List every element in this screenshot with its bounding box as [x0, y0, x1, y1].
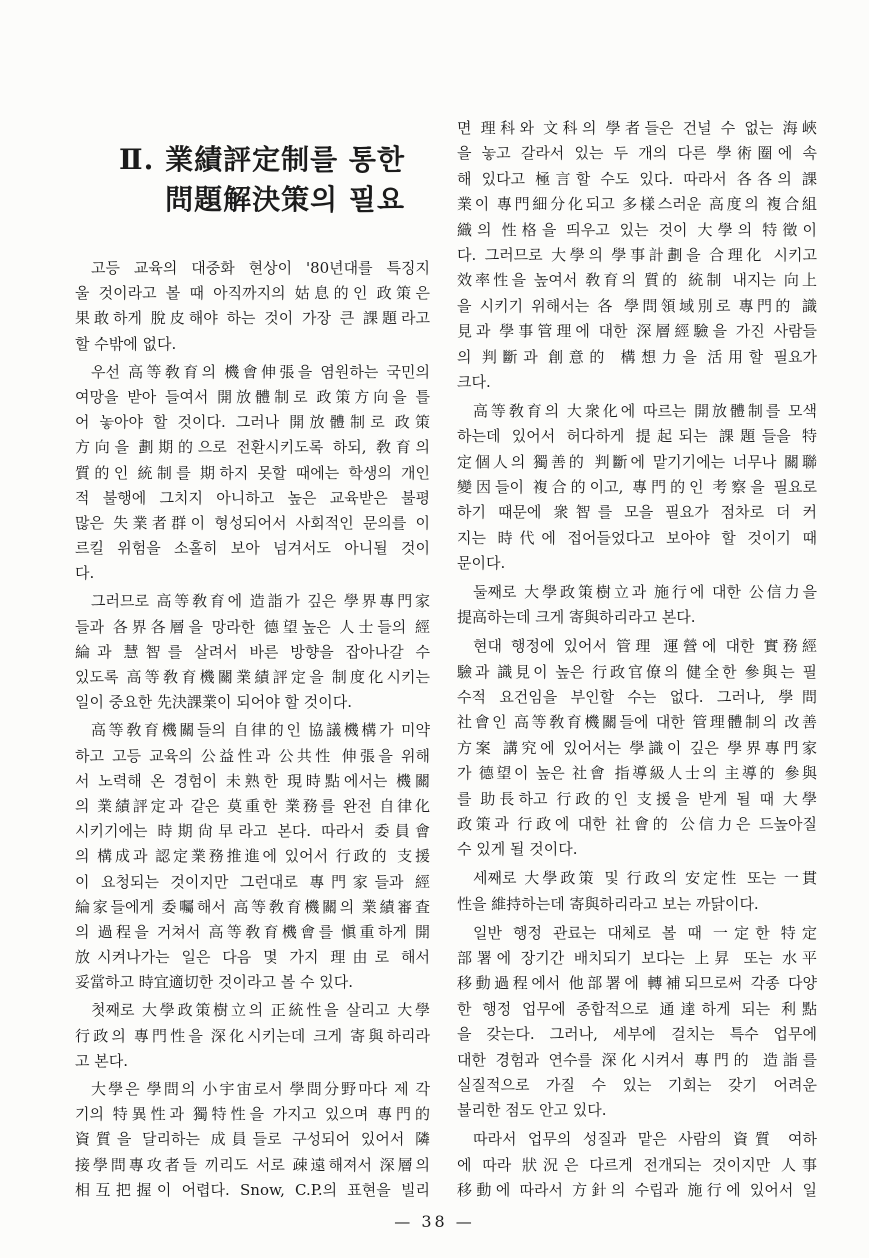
text-line: 見과 學事管理에 대한 深層經驗을 가진 사람들: [457, 322, 817, 341]
text-line: 르킬 위험을 소홀히 보아 넘겨서도 아니될 것이: [75, 539, 430, 558]
text-line: 方案 講究에 있어서는 學識이 깊은 學界專門家: [457, 738, 817, 757]
paragraph: [457, 116, 817, 395]
text-line: 果敢하게 脫皮해야 하는 것이 가장 큰 課題라고: [75, 309, 430, 328]
text-line: 많은 失業者群이 형성되어서 사회적인 문의를 이: [75, 513, 430, 532]
paragraph: [457, 399, 817, 577]
text-line: 둘째로 大學政策樹立과 施行에 대한 公信力을: [473, 583, 817, 602]
text-line: 部署에 장기간 배치되기 보다는 上昇 또는 水平: [457, 949, 817, 967]
text-line: 있도록 高等敎育機關業績評定을 制度化시키는: [75, 668, 430, 686]
paragraph: [75, 1077, 430, 1203]
text-line: 의 構成과 認定業務推進에 있어서 行政的 支援: [75, 847, 430, 866]
text-line: 울 것이라고 볼 때 아직까지의 姑息的인 政策은: [75, 284, 430, 303]
text-line: 提高하는데 크게 寄與하리라고 본다.: [457, 608, 696, 627]
text-line: 들과 各界各層을 망라한 德望높은 人士들의 經: [75, 617, 430, 636]
paragraph: [457, 580, 817, 631]
section-title: [75, 140, 405, 220]
text-line: 이 요청되는 것이지만 그런대로 專門家들과 經: [75, 872, 430, 891]
text-line: 그러므로 高等敎育에 造詣가 깊은 學界專門家: [91, 592, 430, 611]
text-line: 수 있게 될 것이다.: [457, 840, 578, 859]
text-line: 고등 교육의 대중화 현상이 '80년대를 특징지: [91, 259, 430, 277]
text-line: 다.: [75, 564, 95, 583]
paragraph: [75, 718, 430, 995]
text-line: 方向을 劃期的으로 전환시키도록 하되, 敎育의: [75, 438, 430, 457]
text-line: 綸과 慧智를 살려서 바른 방향을 잡아나갈 수: [75, 642, 430, 661]
text-line: 高等敎育機關들의 自律的인 協議機構가 미약: [91, 721, 430, 740]
text-line: 대한 경험과 연수를 深化시켜서 專門的 造詣를: [457, 1050, 817, 1069]
text-line: 가 德望이 높은 社會 指導級人士의 主導的 參與: [457, 764, 817, 783]
text-line: 수적 요건임을 부인할 수는 없다. 그러나, 學問: [457, 688, 817, 707]
text-line: 현대 행정에 있어서 管理 運營에 대한 實務經: [473, 637, 817, 656]
text-line: 에 따라 狀況은 다르게 전개되는 것이지만 人事: [457, 1155, 817, 1174]
text-line: 社會인 高等敎育機關들에 대한 管理體制의 改善: [457, 713, 817, 732]
text-line: 크다.: [457, 372, 491, 391]
text-line: 하는데 있어서 허다하게 提起되는 課題들을 特: [457, 427, 817, 446]
text-line: 해 있다고 極言할 수도 있다. 따라서 各各의 課: [457, 169, 817, 188]
text-line: 를 助長하고 行政的인 支援을 받게 될 때 大學: [457, 789, 817, 808]
text-line: 變因들이 複合的이고, 專門的인 考察을 필요로: [457, 477, 817, 496]
text-line: 여망을 받아 들여서 開放體制로 政策方向을 틀: [75, 387, 430, 406]
text-line: 면 理科와 文科의 學者들은 건널 수 없는 海峽: [457, 119, 817, 137]
paragraph: [75, 998, 430, 1074]
text-line: 相互把握이 어렵다. Snow, C.P.의 표현을 빌리: [75, 1180, 430, 1199]
text-line: 妥當하고 時宜適切한 것이라고 볼 수 있다.: [75, 973, 354, 992]
text-line: 定個人의 獨善的 判斷에 맡기기에는 너무나 關聯: [457, 452, 817, 471]
text-line: 시키기에는 時期尙早라고 본다. 따라서 委員會: [75, 822, 430, 841]
section-title-line: 問題解決策의 필요: [165, 183, 405, 216]
text-line: 資質을 달리하는 成員들로 구성되어 있어서 隣: [75, 1130, 430, 1149]
paragraph: [457, 921, 817, 1124]
paragraph: [457, 866, 817, 917]
paragraph: [457, 634, 817, 863]
text-line: 移動過程에서 他部署에 轉補되므로써 각종 다양: [457, 974, 817, 993]
page-number: — 38 —: [394, 1212, 475, 1231]
paragraph: [75, 360, 430, 587]
text-line: 하고 고등 교육의 公益性과 公共性 伸張을 위해: [75, 746, 430, 765]
text-line: 效率性을 높여서 敎育의 質的 統制 내지는 向上: [457, 271, 817, 290]
text-line: 문이다.: [457, 554, 506, 573]
text-line: 첫째로 大學政策樹立의 正統性을 살리고 大學: [91, 1001, 430, 1020]
text-line: 高等敎育의 大衆化에 따르는 開放體制를 모색: [473, 401, 817, 420]
text-line: 일이 중요한 先決課業이 되어야 할 것이다.: [75, 693, 352, 712]
left-column: [75, 256, 430, 1206]
text-line: 質的인 統制를 期하지 못할 때에는 학생의 개인: [75, 463, 430, 482]
text-line: 우선 高等敎育의 機會伸張을 염원하는 국민의: [91, 362, 430, 381]
text-line: 지는 時代에 접어들었다고 보아야 할 것이기 때: [457, 528, 817, 547]
text-line: 일반 행정 관료는 대체로 볼 때 一定한 特定: [473, 923, 817, 942]
text-line: 을 놓고 갈라서 있는 두 개의 다른 學術圈에 속: [457, 144, 817, 163]
text-line: 의 判斷과 創意的 構想力을 活用할 필요가: [457, 347, 817, 366]
text-line: 실질적으로 가질 수 있는 기회는 갖기 어려운: [457, 1075, 817, 1094]
right-column: [457, 116, 817, 1208]
paragraph: [457, 1127, 817, 1203]
paragraph: [75, 589, 430, 715]
section-title-line: Ⅱ. 業績評定制를 통한: [119, 143, 405, 176]
text-line: 을 갖는다. 그러나, 세부에 걸치는 특수 업무에: [457, 1025, 817, 1044]
text-line: 의 業績評定과 같은 莫重한 業務를 완전 自律化: [75, 796, 430, 815]
text-line: 織의 性格을 띄우고 있는 것이 大學의 特徵이: [457, 220, 817, 239]
text-line: 한 행정 업무에 종합적으로 通達하게 되는 利點: [457, 999, 817, 1018]
text-line: 綸家들에게 委囑해서 高等敎育機關의 業績審査: [75, 897, 430, 916]
text-line: 하기 때문에 衆智를 모을 필요가 점차로 더 커: [457, 503, 817, 522]
text-line: 고 본다.: [75, 1051, 129, 1070]
text-line: 政策과 行政에 대한 社會的 公信力은 드높아질: [457, 815, 817, 834]
text-line: 移動에 따라서 方針의 수립과 施行에 있어서 일: [457, 1181, 817, 1200]
text-line: 서 노력해 온 경험이 未熟한 現時點에서는 機關: [75, 771, 430, 790]
text-line: 業이 專門細分化되고 多樣스러운 高度의 複合組: [457, 195, 817, 214]
text-line: 기의 特異性과 獨特性을 가지고 있으며 專門的: [75, 1105, 430, 1124]
text-line: 을 시키기 위해서는 各 學問領域別로 專門的 識: [457, 296, 817, 315]
text-line: 적 불행에 그치지 아니하고 높은 교육받은 불평: [75, 488, 430, 507]
text-line: 放시켜나가는 일은 다음 몇 가지 理由로 해서: [75, 948, 430, 967]
text-line: 할 수밖에 없다.: [75, 334, 177, 353]
text-line: 接學問專攻者들 끼리도 서로 疎遠해져서 深層의: [75, 1155, 430, 1174]
text-line: 어 놓아야 할 것이다. 그러나 開放體制로 政策: [75, 413, 430, 432]
text-line: 불리한 점도 안고 있다.: [457, 1101, 607, 1120]
text-line: 行政의 專門性을 深化시키는데 크게 寄與하리라: [75, 1026, 430, 1045]
text-line: 세째로 大學政策 및 行政의 安定性 또는 一貫: [473, 869, 817, 888]
text-line: 驗과 識見이 높은 行政官僚의 健全한 參與는 필: [457, 662, 817, 681]
text-line: 性을 維持하는데 寄與하리라고 보는 까닭이다.: [457, 894, 759, 913]
text-line: 大學은 學問의 小宇宙로서 學問分野마다 제 각: [91, 1080, 430, 1098]
paragraph: [75, 256, 430, 357]
text-line: 따라서 업무의 성질과 맡은 사람의 資質 여하: [473, 1130, 817, 1149]
text-line: 다. 그러므로 大學의 學事計劃을 合理化 시키고: [457, 245, 817, 264]
text-line: 의 過程을 거쳐서 高等敎育機會를 愼重하게 開: [75, 922, 430, 941]
